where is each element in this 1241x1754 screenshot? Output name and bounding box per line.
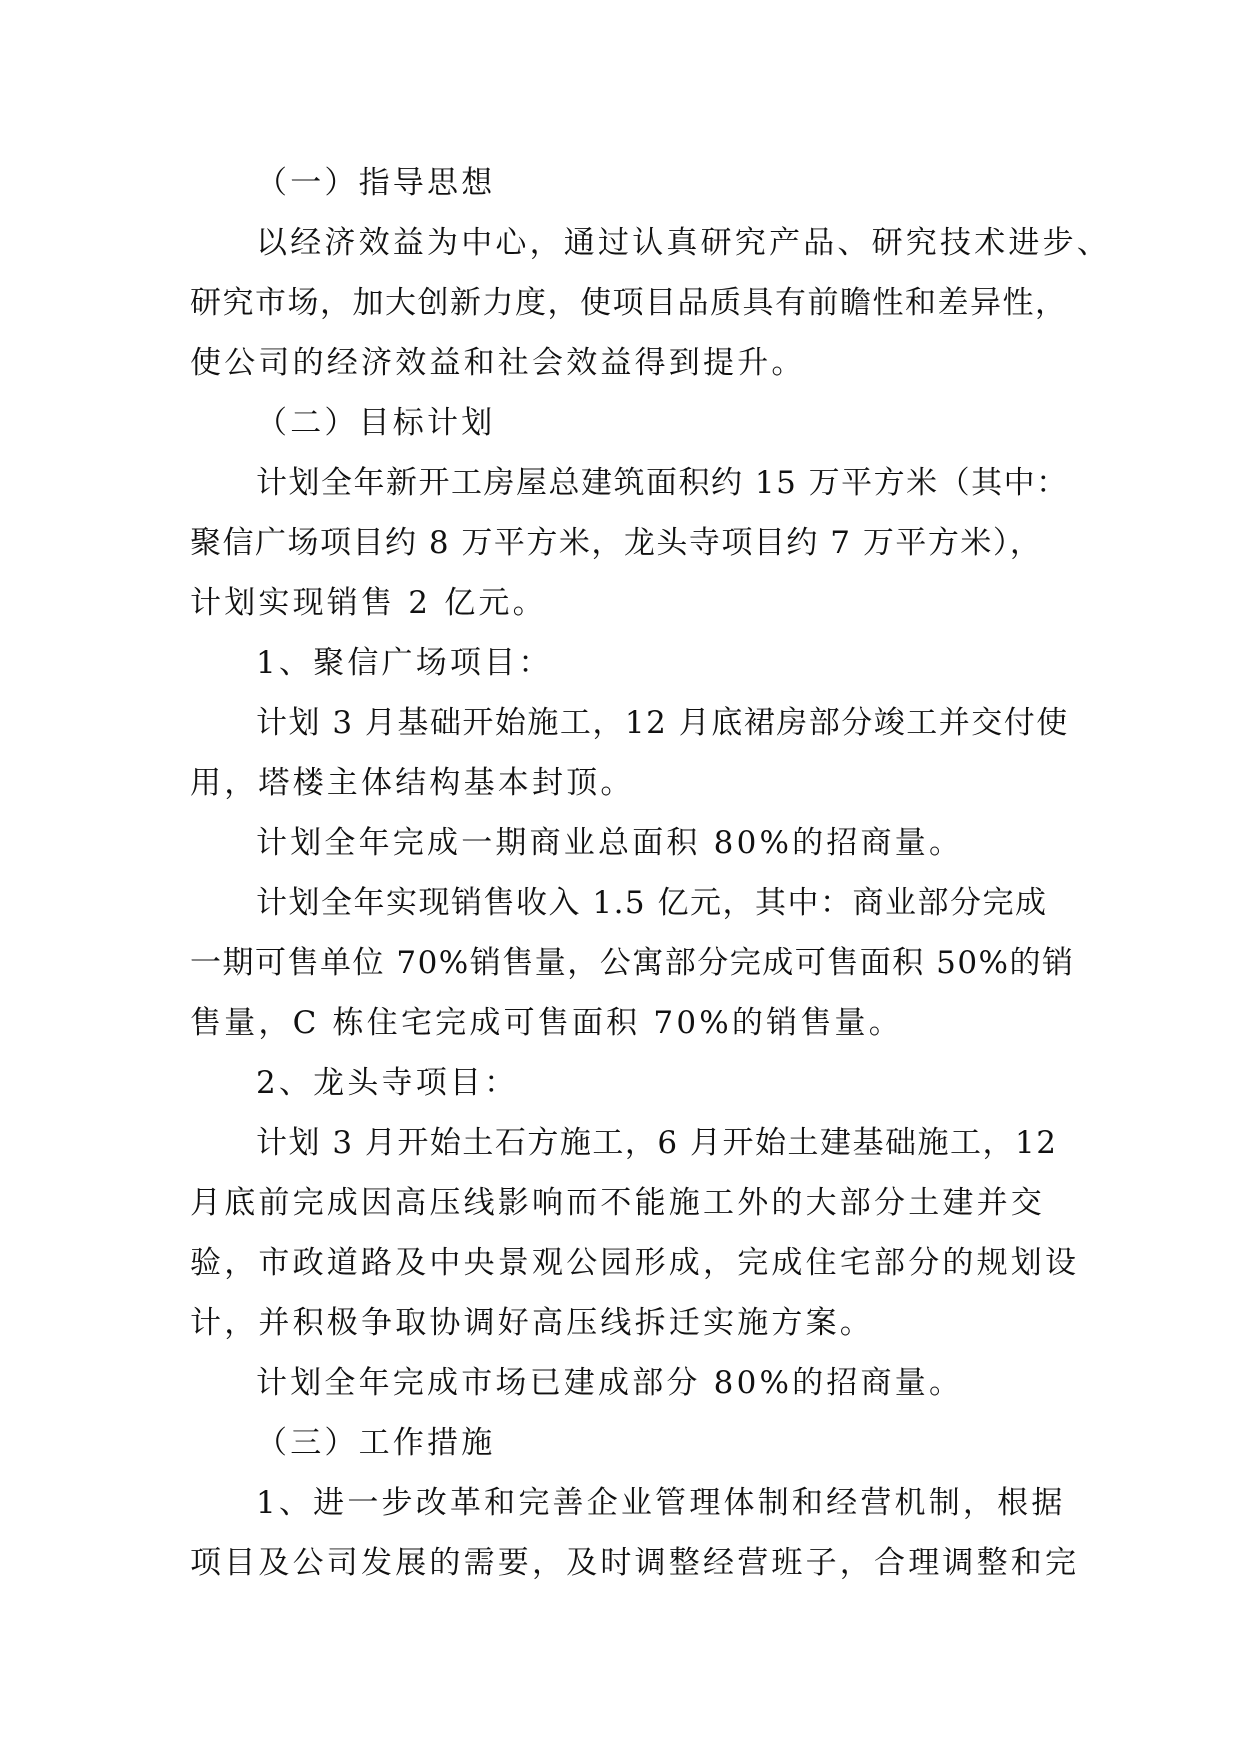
paragraph-line: 聚信广场项目约 8 万平方米，龙头寺项目约 7 万平方米）， xyxy=(190,525,1043,561)
subsection-heading-juxin-plaza: 1、聚信广场项目： xyxy=(256,645,553,681)
paragraph-line: 以经济效益为中心，通过认真研究产品、研究技术进步、 xyxy=(256,225,1111,261)
paragraph-line: 项目及公司发展的需要，及时调整经营班子，合理调整和完 xyxy=(190,1545,1080,1581)
paragraph-line: 使公司的经济效益和社会效益得到提升。 xyxy=(190,345,806,381)
section-heading-target-plan: （二）目标计划 xyxy=(256,405,496,441)
paragraph-line: 计划全年实现销售收入 1.5 亿元，其中：商业部分完成 xyxy=(256,885,1048,921)
paragraph-line: 计划 3 月开始土石方施工，6 月开始土建基础施工，12 xyxy=(256,1125,1058,1161)
paragraph-line: 研究市场，加大创新力度，使项目品质具有前瞻性和差异性， xyxy=(190,285,1068,321)
paragraph-line: 计，并积极争取协调好高压线拆迁实施方案。 xyxy=(190,1305,874,1341)
paragraph-line: 计划全年完成一期商业总面积 80%的招商量。 xyxy=(256,825,964,861)
section-heading-work-measures: （三）工作措施 xyxy=(256,1425,496,1461)
paragraph-line: 计划 3 月基础开始施工，12 月底裙房部分竣工并交付使 xyxy=(256,705,1069,741)
paragraph-line: 计划全年完成市场已建成部分 80%的招商量。 xyxy=(256,1365,964,1401)
paragraph-line: 计划全年新开工房屋总建筑面积约 15 万平方米（其中： xyxy=(256,465,1069,501)
paragraph-line: 售量，C 栋住宅完成可售面积 70%的销售量。 xyxy=(190,1005,903,1041)
paragraph-line: 验，市政道路及中央景观公园形成，完成住宅部分的规划设 xyxy=(190,1245,1080,1281)
paragraph-line: 一期可售单位 70%销售量，公寓部分完成可售面积 50%的销 xyxy=(190,945,1075,981)
paragraph-line: 用，塔楼主体结构基本封顶。 xyxy=(190,765,635,801)
subsection-heading-longtousi: 2、龙头寺项目： xyxy=(256,1065,519,1101)
document-body xyxy=(190,153,1111,1593)
paragraph-line: 1、进一步改革和完善企业管理体制和经营机制，根据 xyxy=(256,1485,1066,1521)
paragraph-line: 月底前完成因高压线影响而不能施工外的大部分土建并交 xyxy=(190,1185,1045,1221)
paragraph-line: 计划实现销售 2 亿元。 xyxy=(190,585,547,621)
section-heading-guiding-ideology: （一）指导思想 xyxy=(256,165,496,201)
